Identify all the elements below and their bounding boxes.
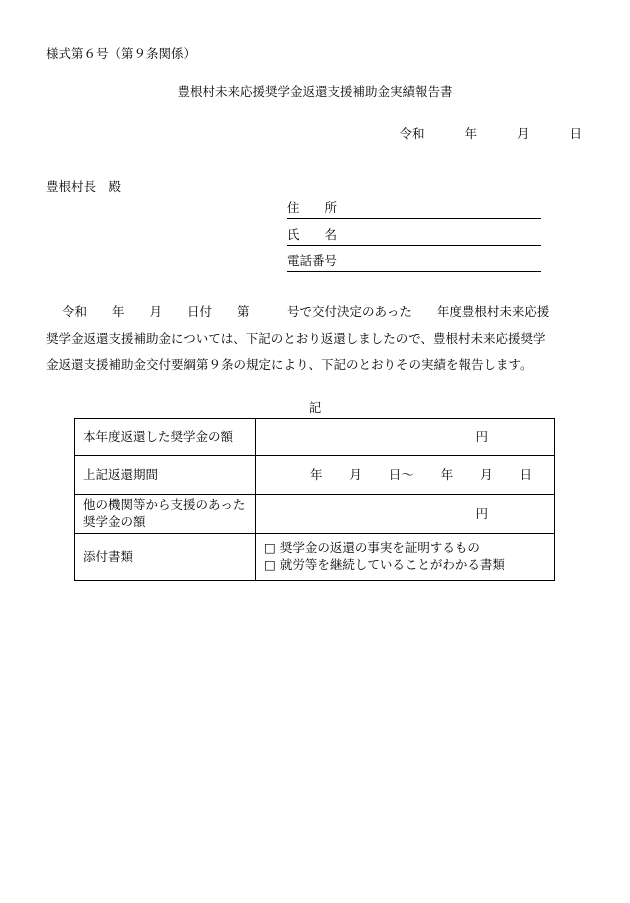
- other-support-unit: 円: [475, 505, 488, 521]
- attachments-cell: [256, 534, 555, 581]
- repaid-amount-unit: 円: [475, 428, 488, 444]
- table-row: [75, 495, 555, 534]
- period-start-month: 月: [349, 466, 362, 482]
- other-support-cell[interactable]: [256, 495, 555, 534]
- form-number: 様式第６号（第９条関係）: [46, 46, 197, 61]
- period-end-year: 年: [440, 466, 454, 482]
- address-field[interactable]: [287, 202, 541, 219]
- attachment-label-employment-proof: 就労等を継続していることがわかる書類: [279, 557, 505, 572]
- table-row: [75, 534, 555, 581]
- repayment-period-label: 上記返還期間: [75, 456, 256, 495]
- name-label: 氏 名: [287, 227, 338, 242]
- attachment-checkbox-repayment-proof[interactable]: [264, 540, 546, 557]
- date-year: 年: [464, 126, 477, 141]
- addressee: 豊根村長 殿: [46, 179, 122, 194]
- repayment-period-cell[interactable]: [256, 456, 555, 495]
- repaid-amount-label: 本年度返還した奨学金の額: [75, 419, 256, 456]
- period-start-year: 年: [310, 466, 323, 482]
- date-era: 令和: [399, 126, 425, 141]
- document-title: 豊根村未来応援奨学金返還支援補助金実績報告書: [177, 84, 453, 99]
- attachments-label: 添付書類: [75, 534, 256, 581]
- ki-heading: 記: [308, 400, 322, 415]
- date-line: [389, 128, 582, 141]
- body-text-line-2: 奨学金返還支援補助金については、下記のとおり返還しましたので、豊根村未来応援奨学: [46, 331, 546, 346]
- period-end-month: 月: [480, 466, 493, 482]
- attachment-label-repayment-proof: 奨学金の返還の事実を証明するもの: [279, 540, 480, 556]
- body-text-line-3: 金返還支援補助金交付要綱第９条の規定により、下記のとおりその実績を報告します。: [46, 357, 533, 372]
- date-day: 日: [569, 126, 582, 141]
- report-table: [74, 418, 555, 581]
- phone-field[interactable]: [287, 255, 541, 272]
- table-row: [75, 456, 555, 495]
- name-field[interactable]: [287, 229, 541, 246]
- table-row: [75, 419, 555, 456]
- period-start-day: 日～: [388, 466, 414, 482]
- other-support-label: 他の機関等から支援のあった奨学金の額: [75, 495, 256, 534]
- repaid-amount-cell[interactable]: [256, 419, 555, 456]
- date-month: 月: [516, 126, 530, 141]
- attachment-checkbox-employment-proof[interactable]: [264, 557, 546, 574]
- period-end-day: 日: [519, 466, 532, 482]
- phone-label: 電話番号: [287, 253, 338, 268]
- checkbox-icon[interactable]: □: [264, 540, 276, 556]
- body-text-line-1: 令和 年 月 日付 第 号で交付決定のあった 年度豊根村未来応援: [62, 304, 550, 319]
- checkbox-icon[interactable]: □: [264, 557, 276, 572]
- address-label: 住 所: [287, 200, 338, 215]
